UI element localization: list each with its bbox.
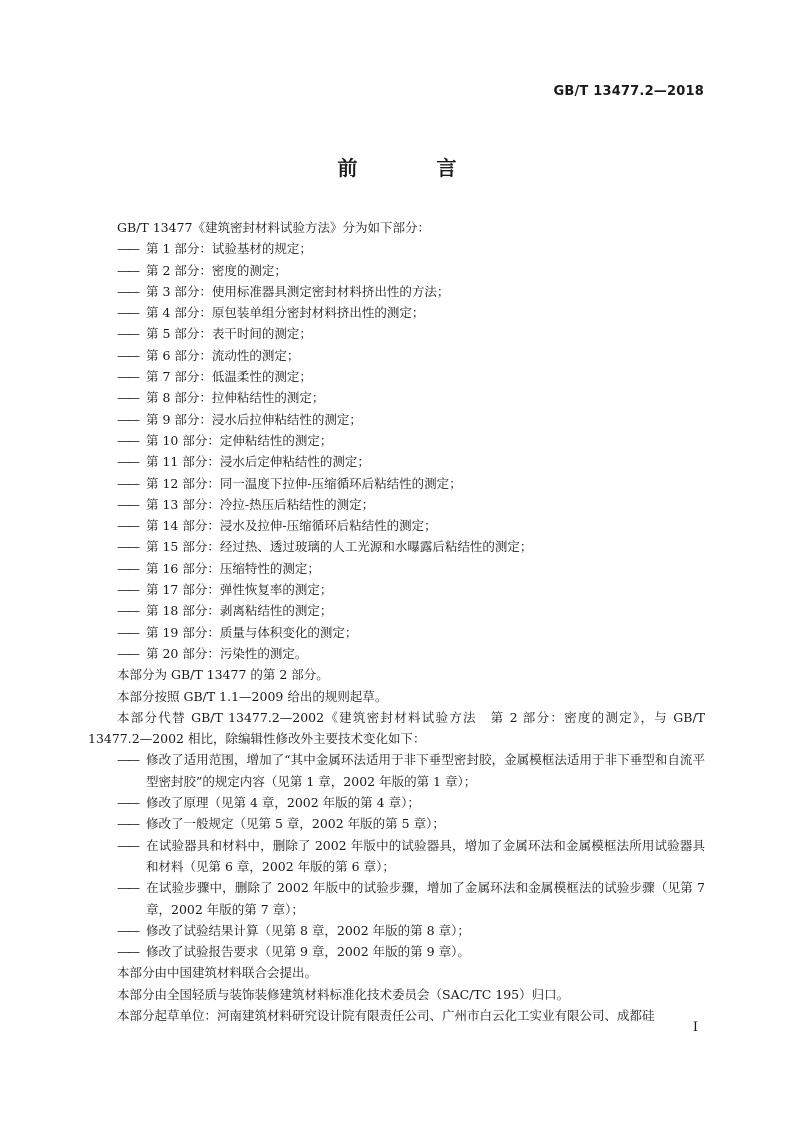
- document-body: [88, 217, 705, 1026]
- dash-mark: ——: [117, 283, 138, 299]
- part-item: [88, 473, 705, 494]
- dash-mark: ——: [117, 262, 138, 278]
- statement-part: 本部分为 GB/T 13477 的第 2 部分。: [117, 667, 329, 683]
- part-item: [88, 515, 705, 536]
- part-item-text: 第 11 部分：浸水后定伸粘结性的测定；: [146, 454, 370, 470]
- part-item-text: 第 15 部分：经过热、透过玻璃的人工光源和水曝露后粘结性的测定；: [146, 539, 533, 555]
- change-item: [88, 877, 705, 920]
- part-item: [88, 558, 705, 579]
- dash-mark: ——: [117, 496, 138, 512]
- dash-mark: ——: [117, 518, 138, 534]
- part-item-text: 第 9 部分：浸水后拉伸粘结性的测定；: [146, 411, 362, 427]
- dash-mark: ——: [117, 369, 138, 385]
- changes-list: [88, 749, 705, 962]
- change-item-text: 修改了适用范围，增加了“其中金属环法适用于非下垂型密封胶，金属模框法适用于非下垂型和自流平型密封胶”的规定内容（见第 1 章，2002 年版的第 1 章）；: [146, 752, 705, 789]
- part-item-text: 第 1 部分：试验基材的规定；: [146, 241, 312, 257]
- part-item: [88, 238, 705, 259]
- dash-mark: ——: [117, 880, 138, 896]
- part-item: [88, 430, 705, 451]
- change-item: [88, 792, 705, 813]
- part-item-text: 第 13 部分：冷拉-热压后粘结性的测定；: [146, 496, 375, 512]
- part-item: [88, 643, 705, 664]
- change-item: [88, 941, 705, 962]
- change-item-text: 修改了原理（见第 4 章，2002 年版的第 4 章）；: [146, 795, 420, 811]
- change-item: [88, 920, 705, 941]
- dash-mark: ——: [117, 390, 138, 406]
- parts-list: [88, 238, 705, 664]
- part-item-text: 第 8 部分：拉伸粘结性的测定；: [146, 390, 325, 406]
- change-item-text: 修改了一般规定（见第 5 章，2002 年版的第 5 章）；: [146, 816, 445, 832]
- part-item-text: 第 10 部分：定伸粘结性的测定；: [146, 432, 333, 448]
- part-item: [88, 366, 705, 387]
- part-item-text: 第 20 部分：污染性的测定。: [146, 645, 308, 661]
- intro-paragraph: GB/T 13477《建筑密封材料试验方法》分为如下部分：: [117, 220, 430, 235]
- part-item: [88, 387, 705, 408]
- dash-mark: ——: [117, 411, 138, 427]
- part-item: [88, 622, 705, 643]
- dash-mark: ——: [117, 624, 138, 640]
- change-item-text: 在试验器具和材料中，删除了 2002 年版中的试验器具，增加了金属环法和金属模框法所用试验器具和材料（见第 6 章，2002 年版的第 6 章）；: [146, 837, 705, 874]
- part-item: [88, 409, 705, 430]
- part-item-text: 第 2 部分：密度的测定；: [146, 262, 287, 278]
- dash-mark: ——: [117, 432, 138, 448]
- dash-mark: ——: [117, 603, 138, 619]
- part-item-text: 第 5 部分：表干时间的测定；: [146, 326, 312, 342]
- part-item: [88, 281, 705, 302]
- page-number: I: [692, 1020, 698, 1035]
- standard-code: GB/T 13477.2—2018: [553, 84, 704, 99]
- part-item-text: 第 18 部分：剥离粘结性的测定；: [146, 603, 333, 619]
- dash-mark: ——: [117, 475, 138, 491]
- part-item: [88, 302, 705, 323]
- dash-mark: ——: [117, 305, 138, 321]
- part-item-text: 第 16 部分：压缩特性的测定；: [146, 560, 320, 576]
- part-item-text: 第 4 部分：原包装单组分密封材料挤出性的测定；: [146, 305, 425, 321]
- statement-rules: 本部分按照 GB/T 1.1—2009 给出的规则起草。: [117, 688, 388, 704]
- statement-centralized: 本部分由全国轻质与装饰装修建筑材料标准化技术委员会（SAC/TC 195）归口。: [117, 986, 570, 1002]
- dash-mark: ——: [117, 645, 138, 661]
- part-item: [88, 345, 705, 366]
- dash-mark: ——: [117, 347, 138, 363]
- dash-mark: ——: [117, 241, 138, 257]
- dash-mark: ——: [117, 752, 138, 768]
- change-item: [88, 749, 705, 792]
- part-item: [88, 451, 705, 472]
- part-item-text: 第 17 部分：弹性恢复率的测定；: [146, 582, 333, 598]
- dash-mark: ——: [117, 837, 138, 853]
- dash-mark: ——: [117, 454, 138, 470]
- dash-mark: ——: [117, 582, 138, 598]
- change-item: [88, 813, 705, 834]
- part-item: [88, 260, 705, 281]
- dash-mark: ——: [117, 922, 138, 938]
- dash-mark: ——: [117, 795, 138, 811]
- dash-mark: ——: [117, 326, 138, 342]
- part-item: [88, 579, 705, 600]
- dash-mark: ——: [117, 560, 138, 576]
- part-item-text: 第 3 部分：使用标准器具测定密封材料挤出性的方法；: [146, 283, 450, 299]
- part-item: [88, 600, 705, 621]
- page-title: 前 言: [337, 156, 493, 180]
- statement-drafters: 本部分起草单位：河南建筑材料研究设计院有限责任公司、广州市白云化工实业有限公司、成都硅: [117, 1007, 655, 1023]
- dash-mark: ——: [117, 944, 138, 960]
- statement-proposed: 本部分由中国建筑材料联合会提出。: [117, 965, 318, 981]
- part-item-text: 第 6 部分：流动性的测定；: [146, 347, 300, 363]
- change-item-text: 修改了试验报告要求（见第 9 章，2002 年版的第 9 章）。: [146, 944, 470, 960]
- part-item: [88, 323, 705, 344]
- part-item-text: 第 14 部分：浸水及拉伸-压缩循环后粘结性的测定；: [146, 518, 437, 534]
- dash-mark: ——: [117, 816, 138, 832]
- part-item-text: 第 19 部分：质量与体积变化的测定；: [146, 624, 358, 640]
- change-item-text: 在试验步骤中，删除了 2002 年版中的试验步骤，增加了金属环法和金属模框法的试验步骤（见第 7 章，2002 年版的第 7 章）；: [146, 880, 705, 917]
- part-item-text: 第 7 部分：低温柔性的测定；: [146, 369, 312, 385]
- part-item-text: 第 12 部分：同一温度下拉伸-压缩循环后粘结性的测定；: [146, 475, 462, 491]
- dash-mark: ——: [117, 539, 138, 555]
- part-item: [88, 494, 705, 515]
- change-item: [88, 835, 705, 878]
- statement-replace: 本部分代替 GB/T 13477.2—2002《建筑密封材料试验方法 第 2 部分：密度的测定》，与 GB/T 13477.2—2002 相比，除编辑性修改外主要技术变化如下：: [88, 709, 705, 747]
- change-item-text: 修改了试验结果计算（见第 8 章，2002 年版的第 8 章）；: [146, 922, 470, 938]
- part-item: [88, 536, 705, 557]
